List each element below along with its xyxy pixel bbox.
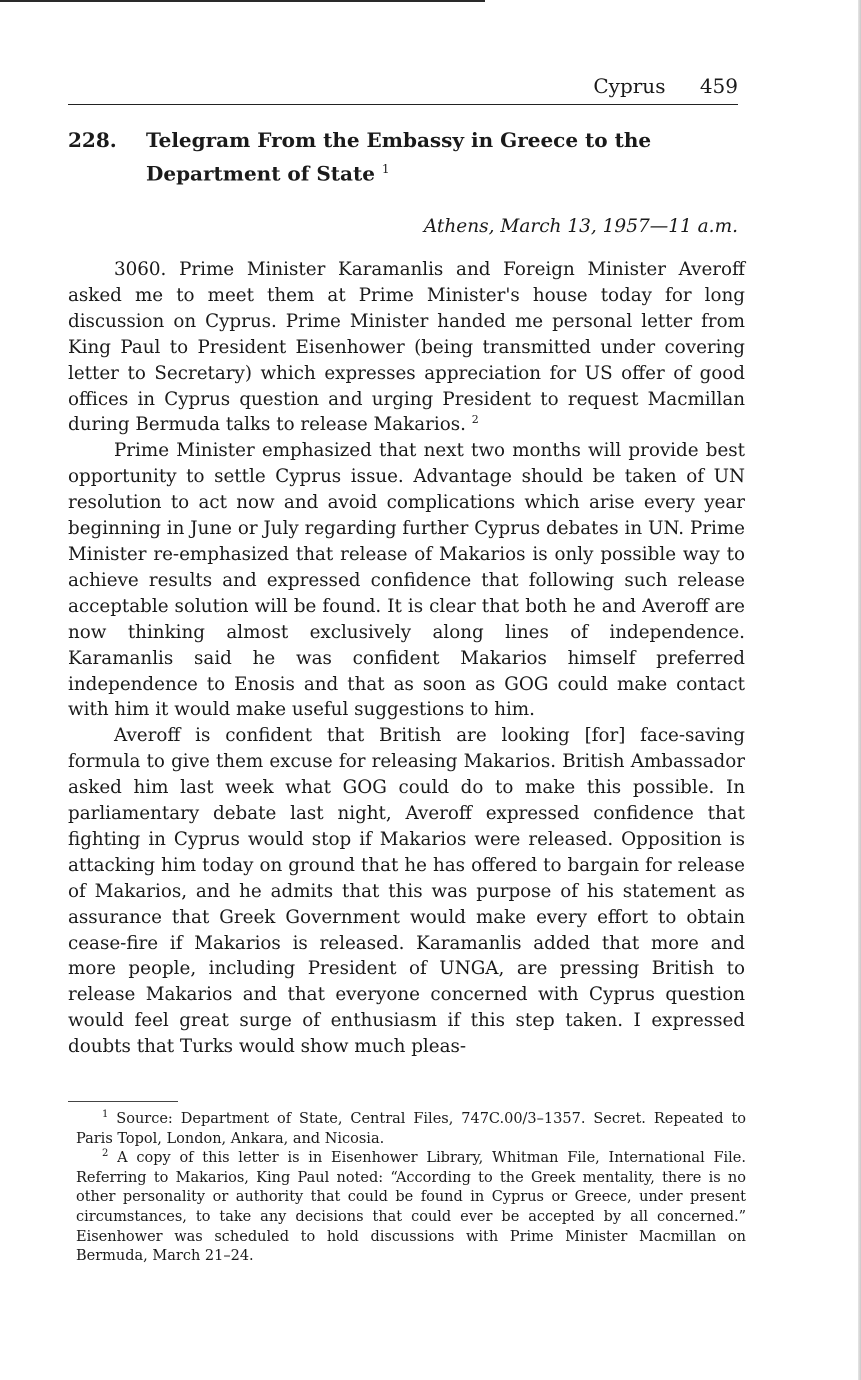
running-head-section: Cyprus [593,74,666,98]
paragraph [68,438,745,723]
footnote-divider [68,1101,178,1102]
paragraph-text: Averoff is confident that British are looking [for] face-saving formula to give them excuse for releasing Makarios. British Ambassador asked him last week what GOG could do to make this possible. In parliamentary debate last night, Averoff expressed confidence that fighting in Cyprus would stop if Makarios were released. Opposition is attacking him today on ground that he has offered to bargain for release of Makarios, and he admits that this was purpose of his statement as assurance that Greek Government would make every effort to obtain cease-fire if Makarios is released. Karamanlis added that more and more people, including President of UNGA, are pressing British to release Makarios and that everyone concerned with Cyprus question would feel great surge of enthusiasm if this step taken. I expressed doubts that Turks would show much pleas- [68,725,745,1058]
footnote-mark: 2 [102,1148,109,1160]
footnote-mark: 1 [102,1109,109,1121]
paragraph [68,723,745,1060]
document-title-text: Telegram From the Embassy in Greece to the Department of State [146,128,652,186]
page-number: 459 [699,74,738,98]
footnotes [76,1110,746,1267]
paragraph-footnote-ref: 2 [471,413,479,427]
running-head [68,74,738,105]
footnote [76,1110,746,1149]
dateline: Athens, March 13, 1957—11 a.m. [423,216,738,237]
title-footnote-ref: 1 [381,162,390,176]
paragraph [68,257,745,438]
footnote [76,1149,746,1267]
footnote-text: A copy of this letter is in Eisenhower Library, Whitman File, International File. Referring to Makarios, King Paul noted: “According to the Greek mentality, there is no other personality or authority that could be found in Cyprus or Greece, under present circumstances, to take any decisions that could ever be accepted by all concerned.” Eisenhower was scheduled to hold discussions with Prime Minister Macmillan on Bermuda, March 21–24. [76,1150,747,1265]
document-title [146,126,746,189]
document-number: 228. [68,128,117,152]
body-text [68,257,745,1060]
paragraph-text: 3060. Prime Minister Karamanlis and Foreign Minister Averoff asked me to meet them at Prime Minister's house today for long discussion on Cyprus. Prime Minister handed me personal letter from King Paul to President Eisenhower (being transmitted under covering letter to Secretary) which expresses appreciation for US offer of good offices in Cyprus question and urging President to request Macmillan during Bermuda talks to release Makarios. [68,259,745,436]
footnote-text: Source: Department of State, Central Files, 747C.00/3–1357. Secret. Repeated to Paris Topol, London, Ankara, and Nicosia. [76,1111,747,1147]
scan-top-edge [0,0,485,2]
paragraph-text: Prime Minister emphasized that next two months will provide best opportunity to settle Cyprus issue. Advantage should be taken of UN resolution to act now and avoid complications which arise every year beginning in June or July regarding further Cyprus debates in UN. Prime Minister re-emphasized that release of Makarios is only possible way to achieve results and expressed confidence that following such release acceptable solution will be found. It is clear that both he and Averoff are now thinking almost exclusively along lines of independence. Karamanlis said he was confident Makarios himself preferred independence to Enosis and that as soon as GOG could make contact with him it would make useful suggestions to him. [68,440,745,721]
